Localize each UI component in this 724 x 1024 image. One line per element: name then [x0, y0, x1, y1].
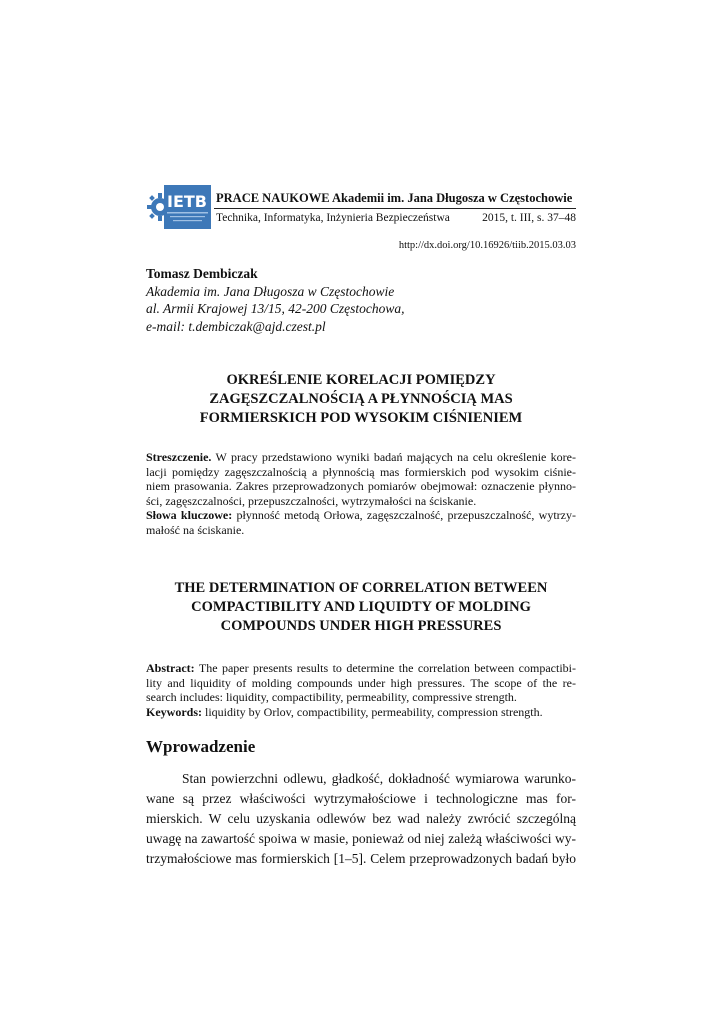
- abstract-line: niem prasowania. Zakres przeprowadzonych pomiarów obejmował: oznaczenie płynno-: [146, 479, 576, 493]
- author-block: [146, 265, 405, 335]
- abstract-label: Streszczenie.: [146, 450, 212, 464]
- doi-link[interactable]: http://dx.doi.org/10.16926/tiib.2015.03.03: [398, 240, 576, 251]
- header-rule: [214, 208, 576, 209]
- abstract-line: lity and liquidity of molding compounds under high pressures. The scope of the re-: [146, 675, 576, 690]
- title-english: [146, 579, 576, 636]
- title-polish-line: ZAGĘSZCZALNOŚCIĄ A PŁYNNOŚCIĄ MAS: [209, 391, 513, 407]
- abstract-line: search includes: liquidity, compactibility, permeability, compressive strength.: [146, 690, 517, 704]
- svg-text:IETB: IETB: [167, 192, 207, 211]
- body-paragraph: [146, 769, 576, 869]
- abstract-line: Streszczenie. W pracy przedstawiono wyniki badań mających na celu określenie kore-: [146, 450, 576, 464]
- abstract-line: lacji pomiędzy zagęszczalnością a płynnością mas formierskich pod wysokim ciśnie-: [146, 464, 576, 479]
- body-line: uwagę na zawartość spoiwa w masie, ponieważ od niej zależą właściwości wy-: [146, 831, 576, 846]
- body-line: mierskich. W celu uzyskania odlewów bez wad należy zwrócić szczególną: [146, 811, 576, 826]
- title-english-line: COMPACTIBILITY AND LIQUIDTY OF MOLDING: [191, 599, 531, 615]
- abstract-line: ści, zagęszczalności, przepuszczalności, wytrzymałości na ściskanie.: [146, 493, 477, 508]
- section-heading: Wprowadzenie: [146, 737, 256, 756]
- abstract-line: Abstract: The paper presents results to determine the correlation between compactibi-: [146, 661, 576, 675]
- title-polish-line: OKREŚLENIE KORELACJI POMIĘDZY: [226, 372, 496, 388]
- keywords-label: Słowa kluczowe:: [146, 508, 233, 522]
- title-polish-line: FORMIERSKICH POD WYSOKIM CIŚNIENIEM: [199, 410, 523, 426]
- journal-citation: 2015, t. III, s. 37–48: [482, 212, 576, 224]
- abstract-polish: [146, 450, 576, 537]
- journal-series: Technika, Informatyka, Inżynieria Bezpieczeństwa: [216, 212, 450, 224]
- title-english-line: COMPOUNDS UNDER HIGH PRESSURES: [220, 618, 502, 634]
- abstract-english: [146, 661, 576, 719]
- author-email[interactable]: e-mail: t.dembiczak@ajd.czest.pl: [146, 318, 326, 334]
- title-polish: [146, 371, 576, 428]
- journal-title: PRACE NAUKOWE Akademii im. Jana Długosza w Częstochowie: [216, 191, 573, 205]
- body-line: Stan powierzchni odlewu, gładkość, dokładność wymiarowa warunko-: [182, 771, 576, 786]
- abstract-label: Abstract:: [146, 661, 195, 675]
- keywords-line: Keywords: liquidity by Orlov, compactibility, permeability, compression strength.: [146, 704, 543, 719]
- body-line: trzymałościowe mas formierskich [1–5]. Celem przeprowadzonych badań było: [146, 851, 576, 866]
- author-name: Tomasz Dembiczak: [146, 266, 258, 281]
- title-english-line: THE DETERMINATION OF CORRELATION BETWEEN: [174, 580, 548, 596]
- author-address: al. Armii Krajowej 13/15, 42-200 Częstochowa,: [146, 301, 405, 316]
- body-line: wane są przez właściwości wytrzymałościowe i technologiczne mas for-: [146, 791, 576, 806]
- keywords-line: małość na ściskanie.: [146, 522, 245, 537]
- keywords-line: Słowa kluczowe: płynność metodą Orłowa, zagęszczalność, przepuszczalność, wytrzy-: [146, 508, 576, 522]
- author-affiliation: Akademia im. Jana Długosza w Częstochowie: [146, 283, 395, 299]
- keywords-label: Keywords:: [146, 704, 202, 719]
- journal-logo: [146, 183, 212, 231]
